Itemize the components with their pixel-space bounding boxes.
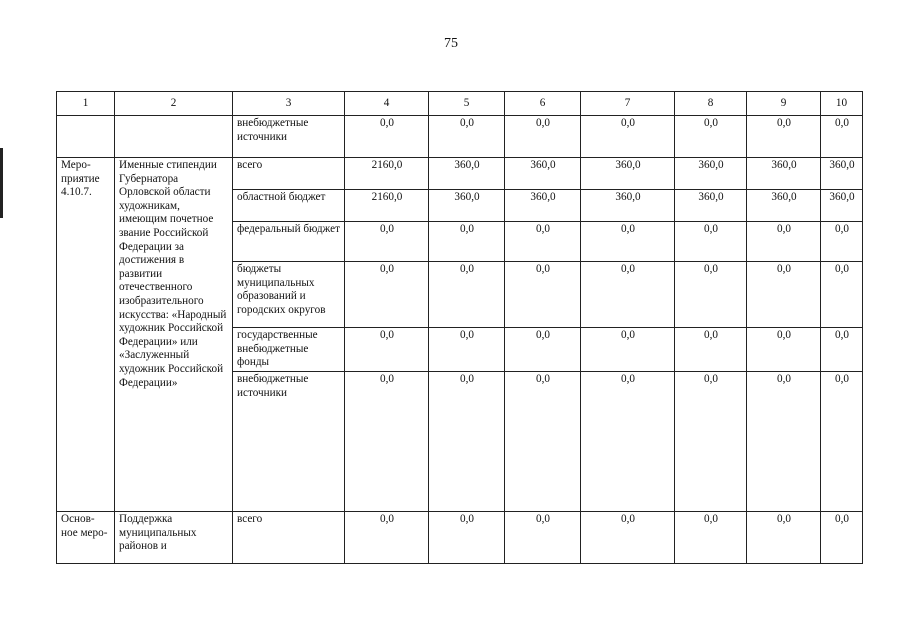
value-cell: 0,0 <box>821 262 863 328</box>
funding-source: всего <box>233 158 345 190</box>
value-cell: 0,0 <box>345 372 429 512</box>
value-cell: 0,0 <box>821 328 863 372</box>
value-cell: 0,0 <box>581 328 675 372</box>
value-cell: 0,0 <box>505 116 581 158</box>
value-cell: 360,0 <box>505 190 581 222</box>
header-cell: 9 <box>747 92 821 116</box>
value-cell: 0,0 <box>505 512 581 564</box>
value-cell: 0,0 <box>429 262 505 328</box>
value-cell: 360,0 <box>821 158 863 190</box>
value-cell: 360,0 <box>675 158 747 190</box>
value-cell: 0,0 <box>581 512 675 564</box>
value-cell: 0,0 <box>429 328 505 372</box>
header-cell: 3 <box>233 92 345 116</box>
table-row <box>57 158 863 190</box>
value-cell: 360,0 <box>747 158 821 190</box>
header-cell: 4 <box>345 92 429 116</box>
value-cell: 0,0 <box>747 328 821 372</box>
value-cell: 0,0 <box>821 512 863 564</box>
funding-source: областной бюджет <box>233 190 345 222</box>
value-cell: 360,0 <box>429 158 505 190</box>
value-cell: 0,0 <box>747 222 821 262</box>
value-cell: 0,0 <box>821 372 863 512</box>
value-cell: 0,0 <box>429 116 505 158</box>
funding-source: внебюджетные источники <box>233 116 345 158</box>
value-cell: 0,0 <box>581 372 675 512</box>
funding-source: внебюджетные источники <box>233 372 345 512</box>
value-cell: 0,0 <box>429 372 505 512</box>
value-cell: 0,0 <box>675 222 747 262</box>
header-cell: 1 <box>57 92 115 116</box>
funding-source: государственные внебюджетные фонды <box>233 328 345 372</box>
value-cell: 0,0 <box>675 372 747 512</box>
value-cell: 360,0 <box>581 158 675 190</box>
value-cell: 0,0 <box>345 116 429 158</box>
funding-source: федеральный бюджет <box>233 222 345 262</box>
value-cell: 2160,0 <box>345 158 429 190</box>
value-cell: 0,0 <box>675 512 747 564</box>
value-cell: 0,0 <box>505 222 581 262</box>
value-cell: 360,0 <box>429 190 505 222</box>
value-cell: 0,0 <box>345 328 429 372</box>
funding-source: всего <box>233 512 345 564</box>
value-cell: 360,0 <box>505 158 581 190</box>
value-cell: 0,0 <box>747 512 821 564</box>
value-cell: 0,0 <box>747 262 821 328</box>
event-number: Меро-приятие 4.10.7. <box>57 158 115 512</box>
header-cell: 2 <box>115 92 233 116</box>
event-number: Основ-ное меро- <box>57 512 115 564</box>
header-cell: 8 <box>675 92 747 116</box>
value-cell: 0,0 <box>429 222 505 262</box>
event-description: Именные стипендии Губернатора Орловской области художникам, имеющим почетное звание Российской Федерации за достижения в развитии отечественного изобразительного искусства: «Народный художник Российской Федерации» или «Заслуженный художник Российской Федерации» <box>115 158 233 512</box>
value-cell: 0,0 <box>581 262 675 328</box>
value-cell: 0,0 <box>345 222 429 262</box>
table-row <box>57 116 863 158</box>
value-cell: 0,0 <box>675 262 747 328</box>
header-cell: 7 <box>581 92 675 116</box>
value-cell: 0,0 <box>821 222 863 262</box>
event-description: Поддержка муниципальных районов и <box>115 512 233 564</box>
binding-mark <box>0 148 3 218</box>
value-cell: 360,0 <box>675 190 747 222</box>
header-cell: 5 <box>429 92 505 116</box>
table-cell <box>115 116 233 158</box>
value-cell: 2160,0 <box>345 190 429 222</box>
value-cell: 0,0 <box>505 372 581 512</box>
header-cell: 6 <box>505 92 581 116</box>
value-cell: 0,0 <box>345 262 429 328</box>
value-cell: 0,0 <box>581 116 675 158</box>
page-number: 75 <box>444 36 458 51</box>
value-cell: 0,0 <box>747 372 821 512</box>
value-cell: 0,0 <box>675 328 747 372</box>
value-cell: 0,0 <box>505 328 581 372</box>
value-cell: 0,0 <box>581 222 675 262</box>
value-cell: 0,0 <box>747 116 821 158</box>
table-cell <box>57 116 115 158</box>
value-cell: 0,0 <box>821 116 863 158</box>
value-cell: 0,0 <box>429 512 505 564</box>
value-cell: 0,0 <box>345 512 429 564</box>
value-cell: 360,0 <box>821 190 863 222</box>
value-cell: 360,0 <box>747 190 821 222</box>
value-cell: 0,0 <box>675 116 747 158</box>
value-cell: 0,0 <box>505 262 581 328</box>
header-cell: 10 <box>821 92 863 116</box>
table-row <box>57 512 863 564</box>
value-cell: 360,0 <box>581 190 675 222</box>
funding-source: бюджеты муниципальных образований и городских округов <box>233 262 345 328</box>
header-row <box>57 92 863 116</box>
budget-table <box>56 91 863 564</box>
